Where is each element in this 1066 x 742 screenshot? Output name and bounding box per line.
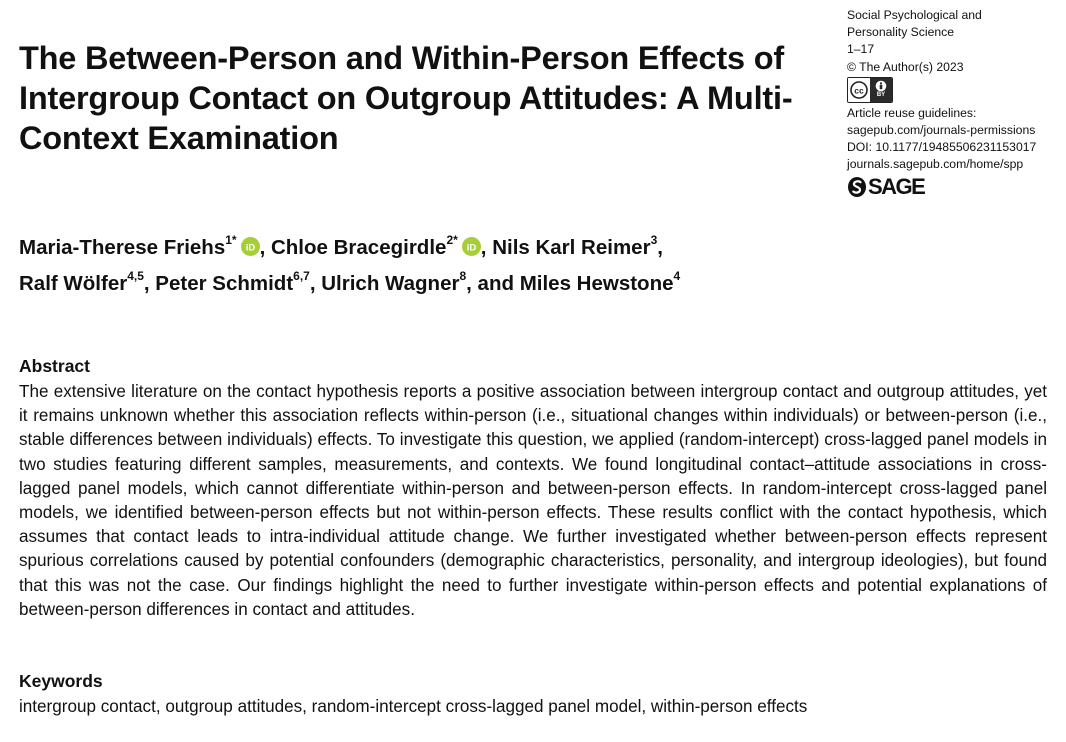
keywords-text: intergroup contact, outgroup attitudes, random-intercept cross-lagged panel model, within-person effects: [19, 697, 808, 716]
author-separator: , and: [466, 271, 520, 295]
journal-info: [847, 7, 1062, 199]
creative-commons-icon: [848, 78, 870, 102]
abstract-heading: Abstract: [19, 356, 90, 376]
svg-text:iD: iD: [466, 242, 477, 254]
author-affiliation-marker: 4: [673, 268, 681, 283]
author-name-text: Peter Schmidt: [155, 271, 294, 295]
author-affiliation-marker: 3: [650, 233, 658, 247]
orcid-icon[interactable]: [462, 235, 481, 264]
author-separator: ,: [657, 235, 663, 259]
copyright-line: © The Author(s) 2023: [847, 59, 964, 74]
author-name: [19, 268, 156, 295]
author-name: [270, 233, 493, 259]
cc-by-section: [870, 78, 892, 102]
author-name: [519, 268, 681, 295]
author-separator: ,: [309, 271, 322, 295]
author-name-text: Ralf Wölfer: [19, 271, 128, 295]
reuse-guidelines-label: Article reuse guidelines:: [847, 105, 977, 120]
journal-name-line-2: Personality Science: [847, 25, 955, 40]
cc-by-label: BY: [876, 92, 886, 99]
author-affiliation-marker: 1*: [225, 233, 237, 247]
author-list: [19, 228, 1039, 298]
author-name-text: Miles Hewstone: [519, 271, 674, 295]
author-separator: ,: [259, 235, 271, 259]
journal-name-line-1: Social Psychological and: [847, 8, 982, 22]
svg-text:iD: iD: [245, 242, 255, 254]
article-title: The Between-Person and Within-Person Effects of Intergroup Contact on Outgroup Attitudes: A Multi-Context Examination: [19, 40, 793, 156]
author-name-text: Nils Karl Reimer: [492, 235, 651, 259]
author-affiliation-marker: 6,7: [293, 268, 310, 283]
author-affiliation-marker: 2*: [446, 233, 458, 247]
keywords-heading: Keywords: [19, 671, 103, 691]
author-affiliation-marker: 8: [459, 268, 467, 283]
abstract-text: The extensive literature on the contact hypothesis reports a positive association between intergroup contact and outgroup attitudes, yet it remains unknown whether this association reflects within-person (i.e., situational changes within individuals) or between-person (i.e., stable differences between individuals) effects. To investigate this question, we applied (random-intercept) cross-lagged panel models in two studies featuring different samples, measurements, and contexts. We found longitudinal contact–attitude associations in cross-lagged panel models, which cannot differentiate within-person and between-person effects. In random-intercept cross-lagged panel models, we identified between-person effects but not within-person effects. These results conflict with the contact hypothesis, which assumes that contact leads to intra-individual attitude change. We further investigated whether between-person effects represent spurious correlations caused by potential confounders (demographic characteristics, personality, and intergroup ideologies), but found that this was not the case. Our findings highlight the need to further investigate within-person effects and potential explanations of between-person differences in contact and attitudes.: [19, 382, 1047, 619]
author-name: [19, 233, 271, 259]
author-name: [321, 268, 520, 295]
orcid-icon[interactable]: [241, 235, 260, 264]
author-name-text: Ulrich Wagner: [321, 271, 460, 295]
author-name: [155, 268, 322, 295]
author-name: [492, 233, 663, 259]
publisher-logo-text: SAGE: [868, 173, 925, 199]
sage-logo-icon: [847, 176, 867, 198]
journal-homepage-link[interactable]: journals.sagepub.com/home/spp: [847, 157, 1024, 172]
author-name-text: Maria-Therese Friehs: [19, 235, 226, 259]
svg-text:cc: cc: [854, 85, 864, 96]
page-range: 1–17: [847, 42, 875, 57]
doi-line[interactable]: DOI: 10.1177/19485506231153017: [847, 140, 1037, 155]
cc-by-person-icon: [875, 80, 887, 92]
author-separator: ,: [480, 235, 493, 259]
author-affiliation-marker: 4,5: [127, 268, 144, 283]
permissions-link[interactable]: sagepub.com/journals-permissions: [847, 123, 1036, 138]
publisher-logo: [847, 175, 1062, 199]
cc-by-license-badge[interactable]: [847, 77, 893, 103]
author-separator: ,: [143, 271, 156, 295]
author-name-text: Chloe Bracegirdle: [270, 235, 447, 259]
